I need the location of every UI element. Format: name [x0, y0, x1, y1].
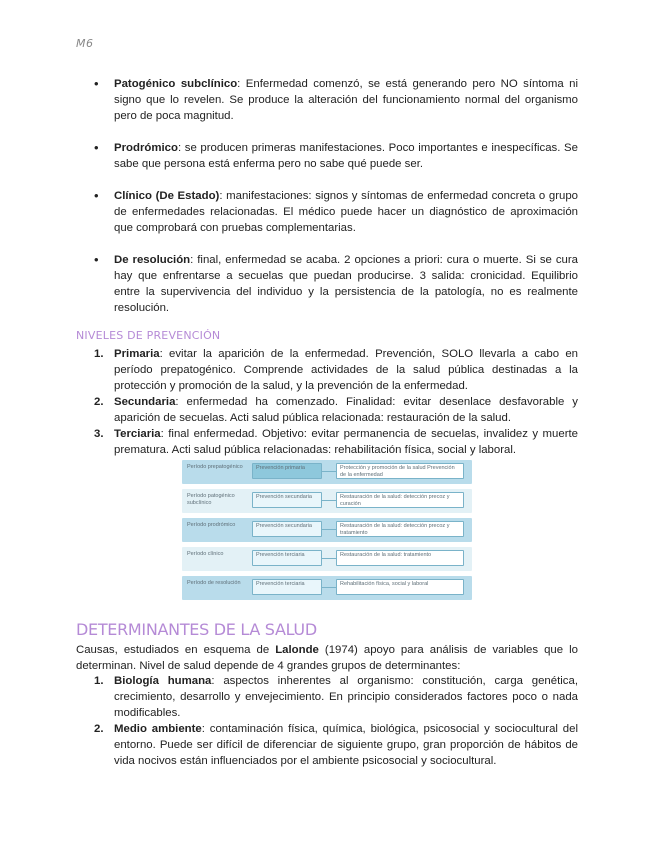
diagram-action: Restauración de la salud: tratamiento: [336, 550, 464, 566]
page-label: M6: [76, 37, 94, 50]
diagram-row: [182, 547, 472, 571]
item-term: Medio ambiente: [114, 723, 202, 735]
item-text: : final enfermedad. Objetivo: evitar permanencia de secuelas, invalidez y muerte prematura. Acti salud pública relacionadas: rehabilitación física, social y laboral.: [114, 428, 578, 456]
diagram-level: Prevención secundaria: [252, 492, 322, 508]
list-item: [76, 721, 578, 769]
item-term: Patogénico subclínico: [114, 78, 238, 90]
diagram-connector: [322, 587, 336, 588]
diagram-level: Prevención terciaria: [252, 579, 322, 595]
prevention-list: [76, 346, 578, 458]
diagram-action: Restauración de la salud: detección precoz y curación: [336, 492, 464, 508]
diagram-connector: [322, 471, 336, 472]
item-term: Clínico (De Estado): [114, 190, 220, 202]
diagram-connector: [322, 529, 336, 530]
diagram-row: [182, 460, 472, 484]
diagram-phase: Período clínico: [187, 551, 224, 557]
diagram-connector: [322, 500, 336, 501]
diagram-row: [182, 489, 472, 513]
item-term: Prodrómico: [114, 142, 178, 154]
item-number: 2.: [94, 723, 104, 735]
diagram-action: Protección y promoción de la salud Prevención de la enfermedad: [336, 463, 464, 479]
diagram-level: Prevención secundaria: [252, 521, 322, 537]
list-item: [76, 76, 578, 124]
item-text: : final, enfermedad se acaba. 2 opciones a priori: cura o muerte. Si se cura hay que enfrentarse a secuelas que puedan producirse. 3 salida: cronicidad. Equilibrio entre la supervivencia del individuo y la persistencia de la patología, no es realmente resolución.: [114, 254, 578, 314]
list-item: [76, 426, 578, 458]
intro-author: Lalonde: [275, 644, 319, 656]
determinants-intro: [76, 642, 578, 674]
item-text: : se producen primeras manifestaciones. Poco importantes e inespecíficas. Se sabe que persona está enferma pero no sabe qué puede ser.: [114, 142, 578, 170]
diagram-phase: Período patogénico subclínico: [187, 493, 235, 506]
prevention-diagram: [182, 460, 472, 600]
item-number: 1.: [94, 348, 104, 360]
determinants-list: [76, 673, 578, 769]
phase-list: [76, 76, 578, 332]
item-number: 3.: [94, 428, 104, 440]
diagram-action: Rehabilitación física, social y laboral: [336, 579, 464, 595]
item-term: Terciaria: [114, 428, 161, 440]
item-term: Secundaria: [114, 396, 176, 408]
item-text: : Enfermedad comenzó, se está generando pero NO síntoma ni signo que lo revelen. Se produce la alteración del funcionamiento normal del organismo pero de poca magnitud.: [114, 78, 579, 122]
list-item: [76, 346, 578, 394]
list-item: [76, 188, 578, 236]
intro-text: (1974) apoyo para análisis de variables que lo determinan. Nivel de salud depende de 4 grandes grupos de determinantes:: [76, 644, 578, 672]
item-term: Biología humana: [114, 675, 212, 687]
item-term: Primaria: [114, 348, 160, 360]
diagram-phase: Período prepatogénico: [187, 464, 243, 470]
list-item: [76, 140, 578, 172]
diagram-action: Restauración de la salud: detección precoz y tratamiento: [336, 521, 464, 537]
list-item: [76, 394, 578, 426]
item-term: De resolución: [114, 254, 191, 266]
prevention-heading: NIVELES DE PREVENCIÓN: [76, 329, 221, 342]
item-text: : manifestaciones: signos y síntomas de enfermedad concreta o grupo de enfermedades relacionadas. El médico puede hacer un diagnóstico de aproximación que comprobará con pruebas complementarias.: [114, 190, 578, 234]
diagram-connector: [322, 558, 336, 559]
intro-text: Causas, estudiados en esquema de: [76, 644, 276, 656]
list-item: [76, 673, 578, 721]
diagram-row: [182, 576, 472, 600]
item-number: 2.: [94, 396, 104, 408]
diagram-level: Prevención terciaria: [252, 550, 322, 566]
item-text: : evitar la aparición de la enfermedad. Prevención, SOLO llevarla a cabo en período prepatogénico. Comprende actividades de la salud pública destinadas a la protección y promoción de la salud, y la prevención de la enfermedad.: [114, 348, 578, 392]
item-text: : contaminación física, química, biológica, psicosocial y sociocultural del entorno. Puede ser difícil de diferenciar de siguiente grupo, gran proporción de hábitos de vida nocivos están influenciados por el ambiente psicosocial y sociocultural.: [114, 723, 579, 767]
item-text: : aspectos inherentes al organismo: constitución, carga genética, crecimiento, desarrollo y envejecimiento. En principio considerados factores poco o nada modificables.: [114, 675, 578, 719]
list-item: [76, 252, 578, 316]
diagram-phase: Período prodrómico: [187, 522, 236, 528]
diagram-row: [182, 518, 472, 542]
diagram-phase: Período de resolución: [187, 580, 241, 586]
item-number: 1.: [94, 675, 104, 687]
diagram-level: Prevención primaria: [252, 463, 322, 479]
section-title: DETERMINANTES DE LA SALUD: [76, 620, 317, 639]
item-text: : enfermedad ha comenzado. Finalidad: evitar desenlace desfavorable y aparición de secuelas. Acti salud pública relacionada: restauración de la salud.: [114, 396, 578, 424]
